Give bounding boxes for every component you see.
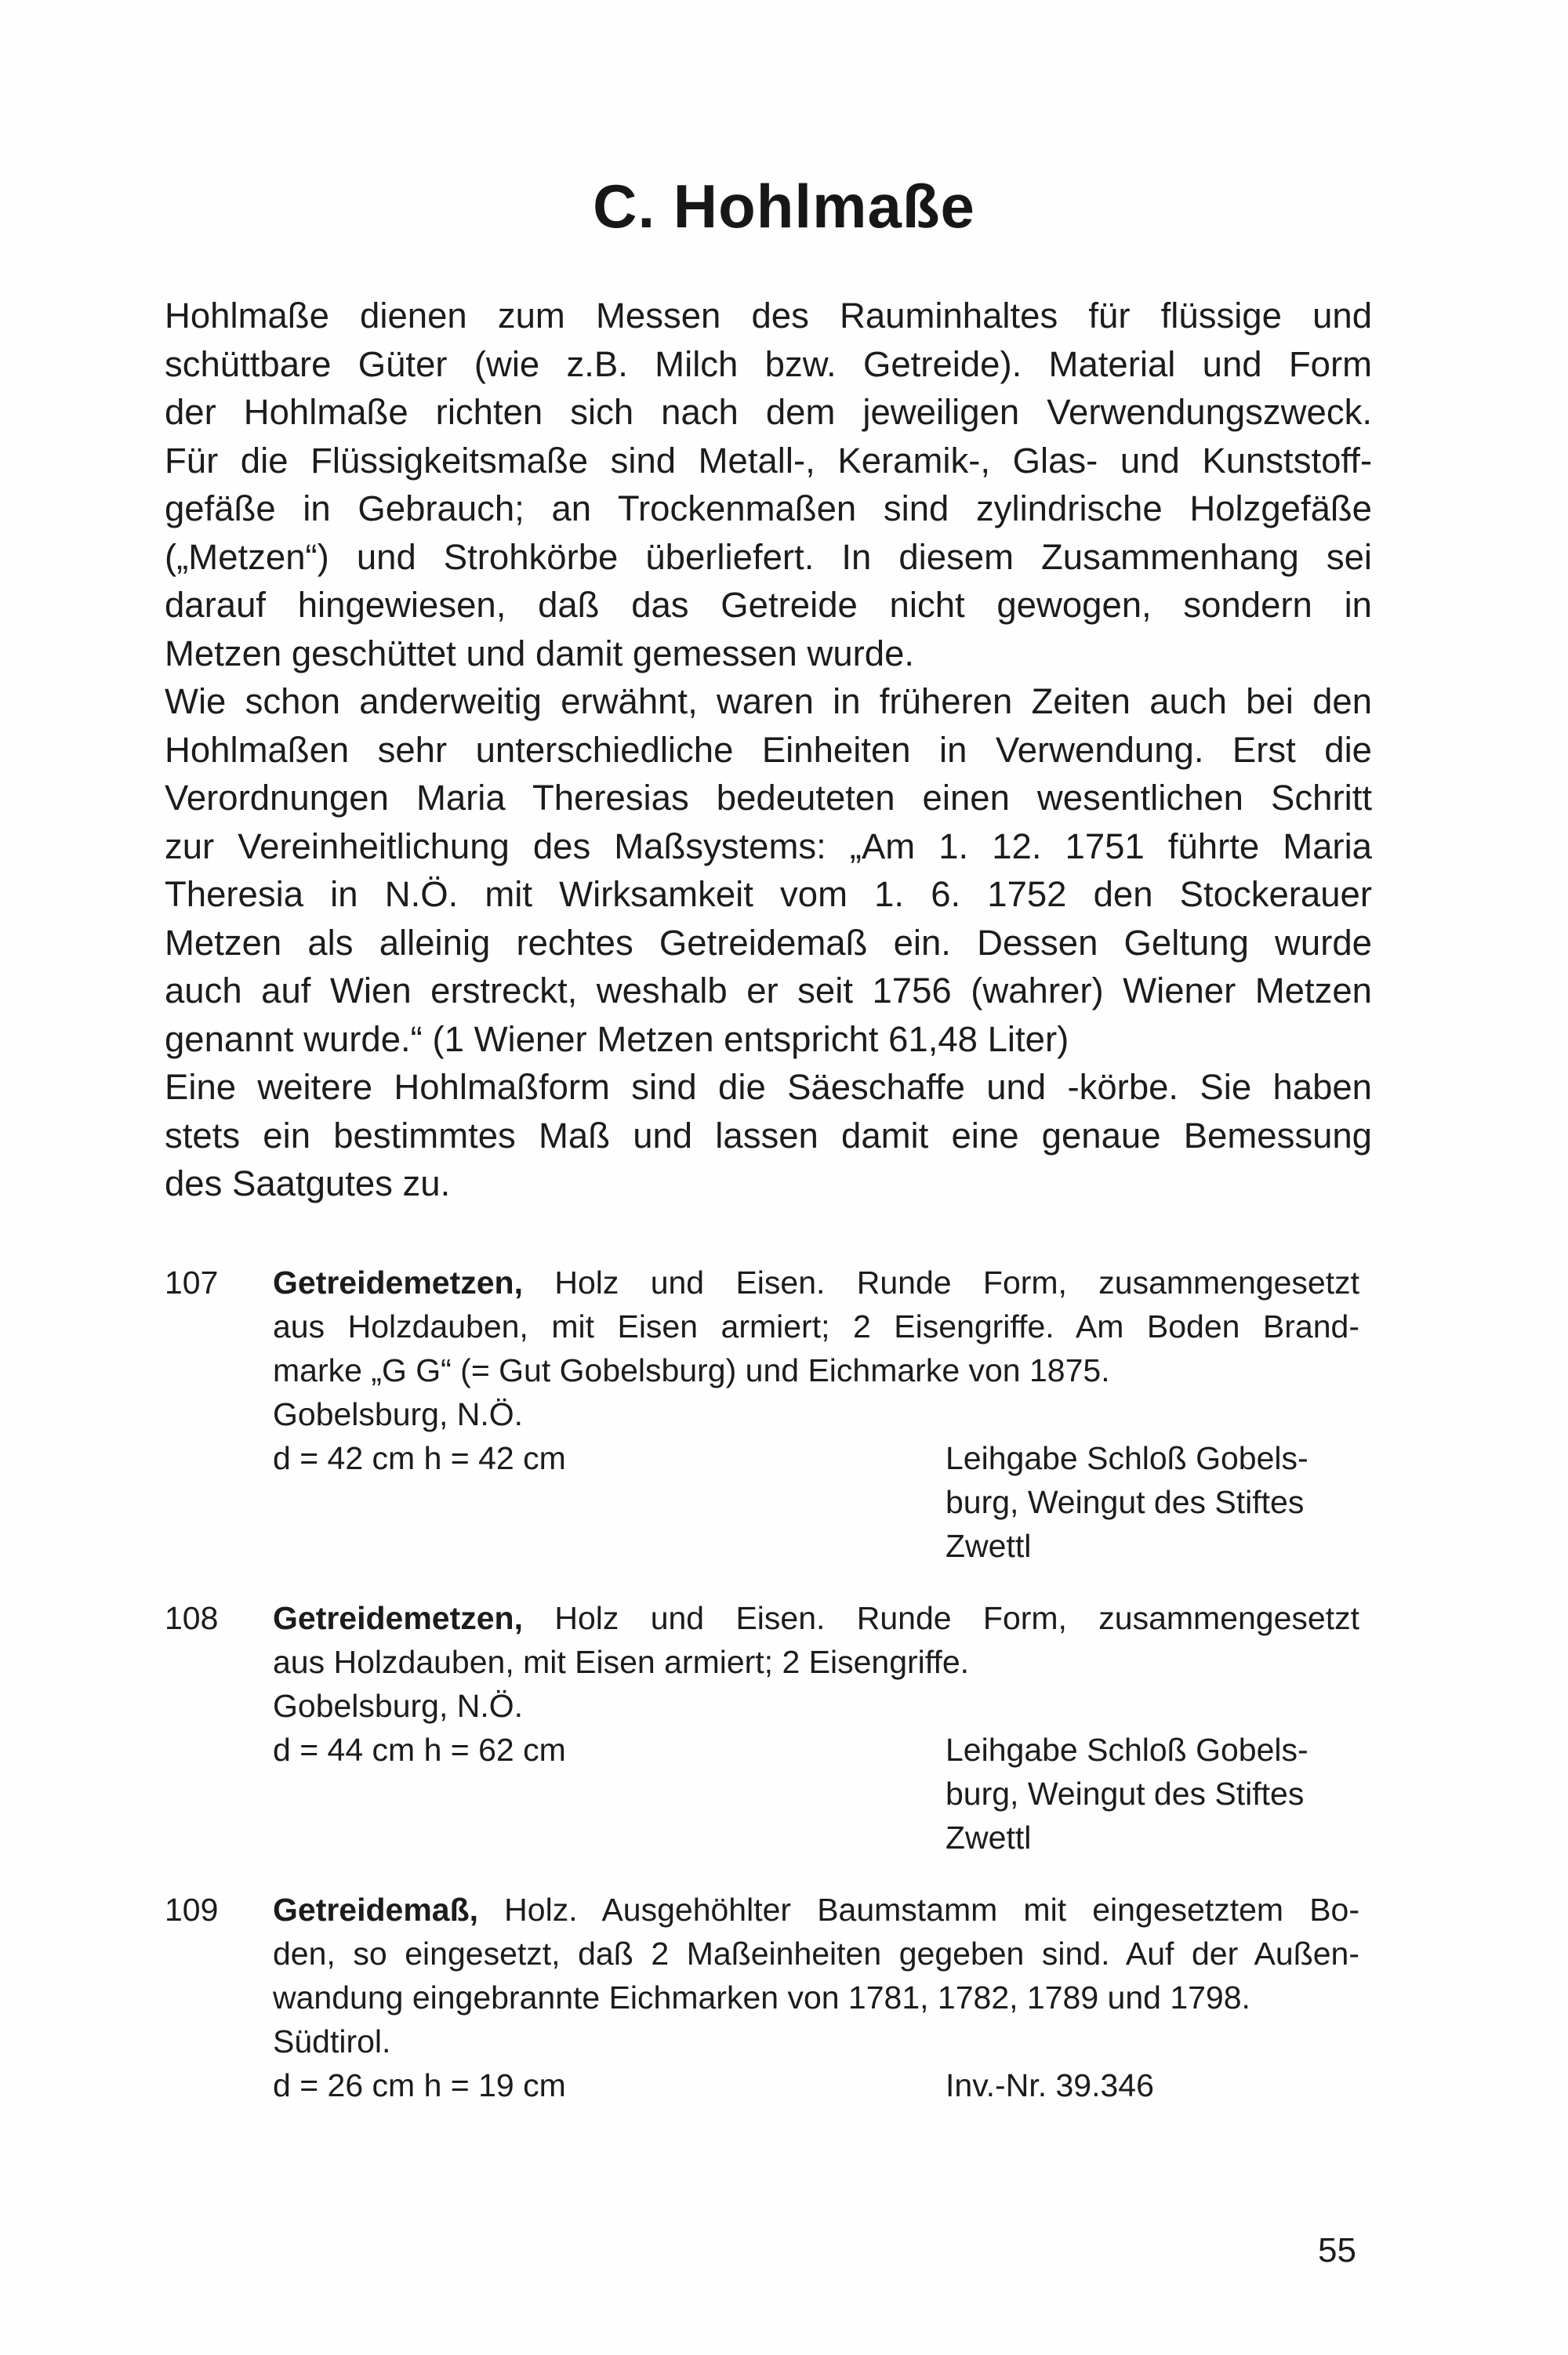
entry-origin: Gobelsburg, N.Ö. — [273, 1396, 524, 1432]
entry-body — [273, 1261, 1359, 1568]
entry-origin: Südtirol. — [273, 2023, 391, 2059]
intro-line: Metzen geschüttet und damit gemessen wurde. — [165, 633, 915, 673]
intro-line: Theresia in N.Ö. mit Wirksamkeit vom 1. 6. 1752 den Stockerauer — [165, 874, 1372, 914]
entry-lender — [946, 1728, 1369, 1860]
entry-number: 107 — [165, 1265, 219, 1301]
entry-origin: Gobelsburg, N.Ö. — [273, 1688, 524, 1724]
entry-name: Getreidemaß, — [273, 1892, 479, 1928]
entry-first-line — [273, 1596, 1359, 1640]
entry-first-line — [273, 1261, 1359, 1305]
catalog-entries — [165, 1261, 1372, 2135]
lender-line: burg, Weingut des Stiftes — [946, 1484, 1305, 1520]
entry-description-line: marke „G G“ (= Gut Gobelsburg) und Eichmarke von 1875. — [273, 1352, 1110, 1388]
intro-line: Hohlmaßen sehr unterschiedliche Einheiten in Verwendung. Erst die — [165, 729, 1372, 770]
lender-line: Zwettl — [946, 1820, 1032, 1856]
intro-line: Eine weitere Hohlmaßform sind die Säeschaffe und -körbe. Sie haben — [165, 1067, 1372, 1107]
intro-line: darauf hingewiesen, daß das Getreide nicht gewogen, sondern in — [165, 585, 1372, 625]
entry-inventory — [946, 2063, 1369, 2107]
entry-dimensions: d = 44 cm h = 62 cm — [273, 1732, 566, 1768]
intro-line: Verordnungen Maria Theresias bedeuteten einen wesentlichen Schritt — [165, 778, 1372, 818]
section-title: C. Hohlmaße — [593, 172, 975, 241]
entry-number: 108 — [165, 1600, 219, 1636]
entry-meta-row — [273, 1728, 1359, 1860]
intro-line: Hohlmaße dienen zum Messen des Rauminhaltes für flüssige und — [165, 296, 1372, 336]
intro-line: zur Vereinheitlichung des Maßsystems: „Am 1. 12. 1751 führte Maria — [165, 826, 1372, 866]
entry-description-line: den, so eingesetzt, daß 2 Maßeinheiten gegeben sind. Auf der Außen- — [273, 1936, 1359, 1972]
entry-name: Getreidemetzen, — [273, 1265, 523, 1301]
lender-line: Zwettl — [946, 1528, 1032, 1564]
intro-line: Metzen als alleinig rechtes Getreidemaß ein. Dessen Geltung wurde — [165, 922, 1372, 963]
entry-first-line-text: Holz. Ausgehöhlter Baumstamm mit eingesetztem Bo- — [478, 1892, 1359, 1928]
entry-lender — [946, 1436, 1369, 1568]
catalog-entry — [165, 1888, 1372, 2107]
entry-first-line-text: Holz und Eisen. Runde Form, zusammengesetzt — [523, 1265, 1359, 1301]
entry-description-line: wandung eingebrannte Eichmarken von 1781, 1782, 1789 und 1798. — [273, 1979, 1250, 2016]
catalog-entry — [165, 1261, 1372, 1568]
entry-number: 109 — [165, 1892, 219, 1928]
inventory-number: Inv.-Nr. 39.346 — [946, 2067, 1154, 2103]
entry-meta-row — [273, 2063, 1359, 2107]
entry-description-line: aus Holzdauben, mit Eisen armiert; 2 Eisengriffe. Am Boden Brand- — [273, 1308, 1359, 1344]
entry-description-line: aus Holzdauben, mit Eisen armiert; 2 Eisengriffe. — [273, 1644, 970, 1680]
lender-line: burg, Weingut des Stiftes — [946, 1776, 1305, 1812]
intro-line: schüttbare Güter (wie z.B. Milch bzw. Getreide). Material und Form — [165, 343, 1372, 384]
intro-paragraph — [165, 292, 1372, 1208]
lender-line: Leihgabe Schloß Gobels- — [946, 1732, 1308, 1768]
entry-meta-row — [273, 1436, 1359, 1568]
intro-line: der Hohlmaße richten sich nach dem jeweiligen Verwendungszweck. — [165, 392, 1372, 432]
entry-dimensions: d = 42 cm h = 42 cm — [273, 1440, 566, 1476]
entry-body — [273, 1596, 1359, 1860]
intro-line: auch auf Wien erstreckt, weshalb er seit 1756 (wahrer) Wiener Metzen — [165, 971, 1372, 1011]
intro-line: des Saatgutes zu. — [165, 1163, 451, 1203]
lender-line: Leihgabe Schloß Gobels- — [946, 1440, 1308, 1476]
entry-first-line — [273, 1888, 1359, 1932]
intro-line: gefäße in Gebrauch; an Trockenmaßen sind zylindrische Holzgefäße — [165, 488, 1372, 528]
intro-line: genannt wurde.“ (1 Wiener Metzen entspricht 61,48 Liter) — [165, 1018, 1069, 1059]
intro-line: Für die Flüssigkeitsmaße sind Metall-, Keramik-, Glas- und Kunststoff- — [165, 440, 1372, 481]
entry-name: Getreidemetzen, — [273, 1600, 523, 1636]
entry-body — [273, 1888, 1359, 2107]
intro-line: stets ein bestimmtes Maß und lassen damit eine genaue Bemessung — [165, 1115, 1372, 1156]
catalog-entry — [165, 1596, 1372, 1860]
intro-line: („Metzen“) und Strohkörbe überliefert. In diesem Zusammenhang sei — [165, 536, 1372, 577]
intro-line: Wie schon anderweitig erwähnt, waren in früheren Zeiten auch bei den — [165, 681, 1372, 721]
page-number: 55 — [1318, 2231, 1356, 2270]
entry-first-line-text: Holz und Eisen. Runde Form, zusammengesetzt — [523, 1600, 1359, 1636]
entry-dimensions: d = 26 cm h = 19 cm — [273, 2067, 566, 2103]
